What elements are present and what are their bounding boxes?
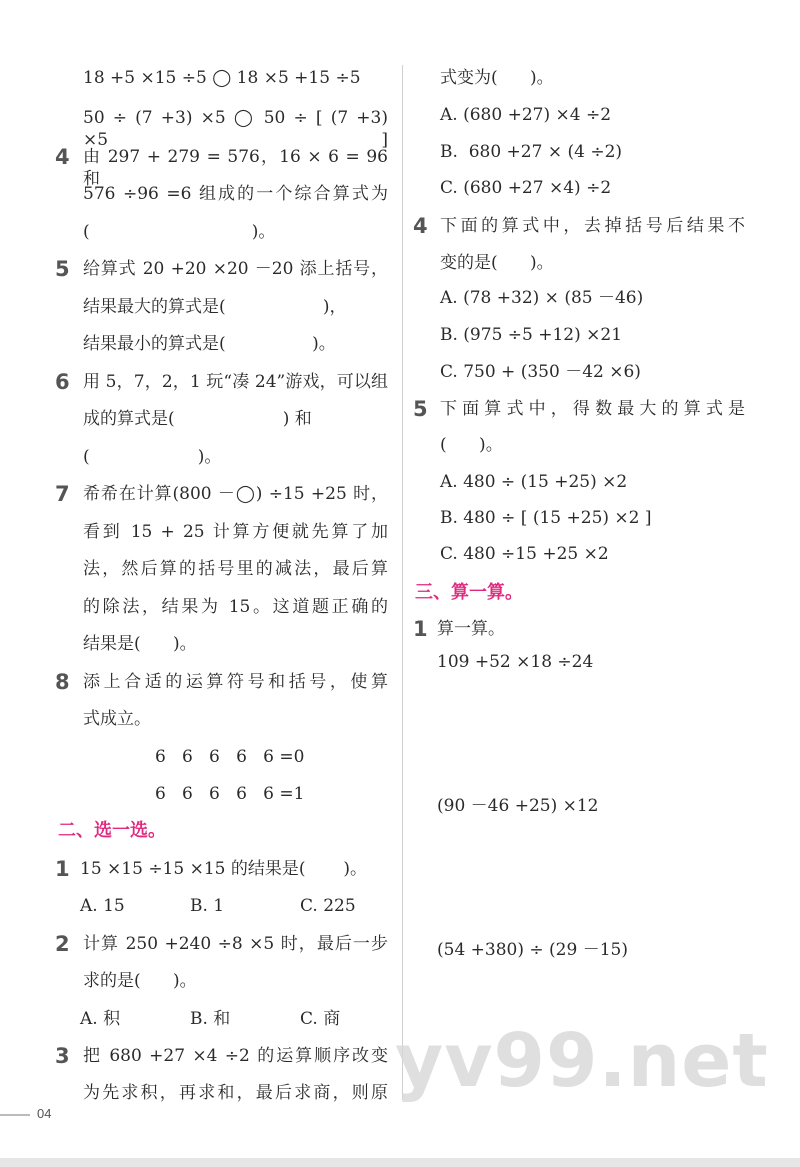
question-number: 5 — [413, 397, 428, 421]
option-a: A. 15 — [80, 896, 125, 916]
question-number: 1 — [55, 857, 70, 881]
expression: (54 +380) ÷ (29 －15) — [437, 940, 628, 960]
question-text: 由 297 + 279 = 576，16 × 6 = 96 和 — [83, 147, 388, 189]
compare-line-2: 50 ÷ (7 +3) ×5 ◯ 50 ÷ [ (7 +3) ×5 ] — [83, 108, 388, 150]
answer-blank: 结果是( )。 — [83, 634, 197, 654]
question-text: 希希在计算(800 －◯) ÷15 +25 时， — [83, 484, 388, 504]
column-divider — [402, 65, 403, 1100]
answer-blank: ( )。 — [83, 222, 276, 242]
question-text: 算一算。 — [437, 619, 505, 639]
question-text: 求的是( )。 — [83, 971, 197, 991]
question-number: 4 — [55, 145, 70, 169]
bottom-bar — [0, 1158, 800, 1167]
answer-blank: ( )。 — [83, 447, 222, 467]
expression: (90 －46 +25) ×12 — [437, 796, 599, 816]
question-number: 2 — [55, 932, 70, 956]
option-c: C. 商 — [300, 1009, 341, 1029]
answer-blank: 结果最小的算式是( )。 — [83, 334, 336, 354]
question-text: 用 5，7，2，1 玩“凑 24”游戏，可以组 — [83, 372, 388, 392]
equation: 6 6 6 6 6 =0 — [155, 747, 305, 767]
option-a: A. 480 ÷ (15 +25) ×2 — [440, 472, 628, 492]
option-c: C. 225 — [300, 896, 356, 916]
option-b: B. (975 ÷5 +12) ×21 — [440, 325, 623, 345]
question-text: 为先求积，再求和，最后求商，则原 — [83, 1083, 388, 1103]
question-text: 式变为( )。 — [440, 68, 554, 88]
question-number: 5 — [55, 257, 70, 281]
section-heading: 二、选一选。 — [58, 820, 166, 841]
option-a: A. 积 — [80, 1009, 121, 1029]
answer-blank: 成的算式是( ) 和 — [83, 409, 312, 429]
page-number: 04 — [37, 1106, 52, 1121]
option-a: A. (680 +27) ×4 ÷2 — [440, 105, 612, 125]
compare-line-1: 18 +5 ×15 ÷5 ◯ 18 ×5 +15 ÷5 — [83, 68, 361, 88]
question-number: 4 — [413, 214, 428, 238]
answer-blank: 结果最大的算式是( )， — [83, 297, 347, 317]
question-text: 把 680 +27 ×4 ÷2 的运算顺序改变 — [83, 1046, 388, 1066]
option-b: B. 和 — [190, 1009, 231, 1029]
question-text: 下面的算式中，去掉括号后结果不 — [440, 216, 745, 236]
question-number: 7 — [55, 482, 70, 506]
question-text: 变的是( )。 — [440, 253, 554, 273]
question-text: 式成立。 — [83, 709, 151, 729]
option-b: B. 480 ÷ [ (15 +25) ×2 ] — [440, 508, 652, 528]
question-number: 6 — [55, 370, 70, 394]
question-text: 计算 250 +240 ÷8 ×5 时，最后一步 — [83, 934, 388, 954]
question-number: 1 — [413, 617, 428, 641]
option-b: B. 680 +27 × (4 ÷2) — [440, 142, 623, 162]
question-text: 15 ×15 ÷15 ×15 的结果是( )。 — [80, 859, 367, 879]
option-c: C. 750 + (350 －42 ×6) — [440, 362, 641, 382]
question-text: 576 ÷96 =6 组成的一个综合算式为 — [83, 184, 388, 204]
question-text: 下面算式中，得数最大的算式是 — [440, 399, 745, 419]
question-number: 8 — [55, 670, 70, 694]
section-heading: 三、算一算。 — [415, 582, 523, 603]
expression: 109 +52 ×18 ÷24 — [437, 652, 594, 672]
question-text: 的除法，结果为 15。这道题正确的 — [83, 597, 388, 617]
option-a: A. (78 +32) × (85 －46) — [440, 288, 644, 308]
question-text: ( )。 — [440, 435, 503, 455]
option-b: B. 1 — [190, 896, 225, 916]
option-c: C. (680 +27 ×4) ÷2 — [440, 178, 612, 198]
question-text: 看到 15 + 25 计算方便就先算了加 — [83, 522, 388, 542]
equation: 6 6 6 6 6 =1 — [155, 784, 305, 804]
question-text: 添上合适的运算符号和括号，使算 — [83, 672, 388, 692]
page-number-rule — [0, 1114, 30, 1116]
option-c: C. 480 ÷15 +25 ×2 — [440, 544, 609, 564]
question-text: 给算式 20 +20 ×20 －20 添上括号， — [83, 259, 388, 279]
question-text: 法，然后算的括号里的减法，最后算 — [83, 559, 388, 579]
watermark: yv99.net — [395, 1018, 769, 1104]
question-number: 3 — [55, 1044, 70, 1068]
